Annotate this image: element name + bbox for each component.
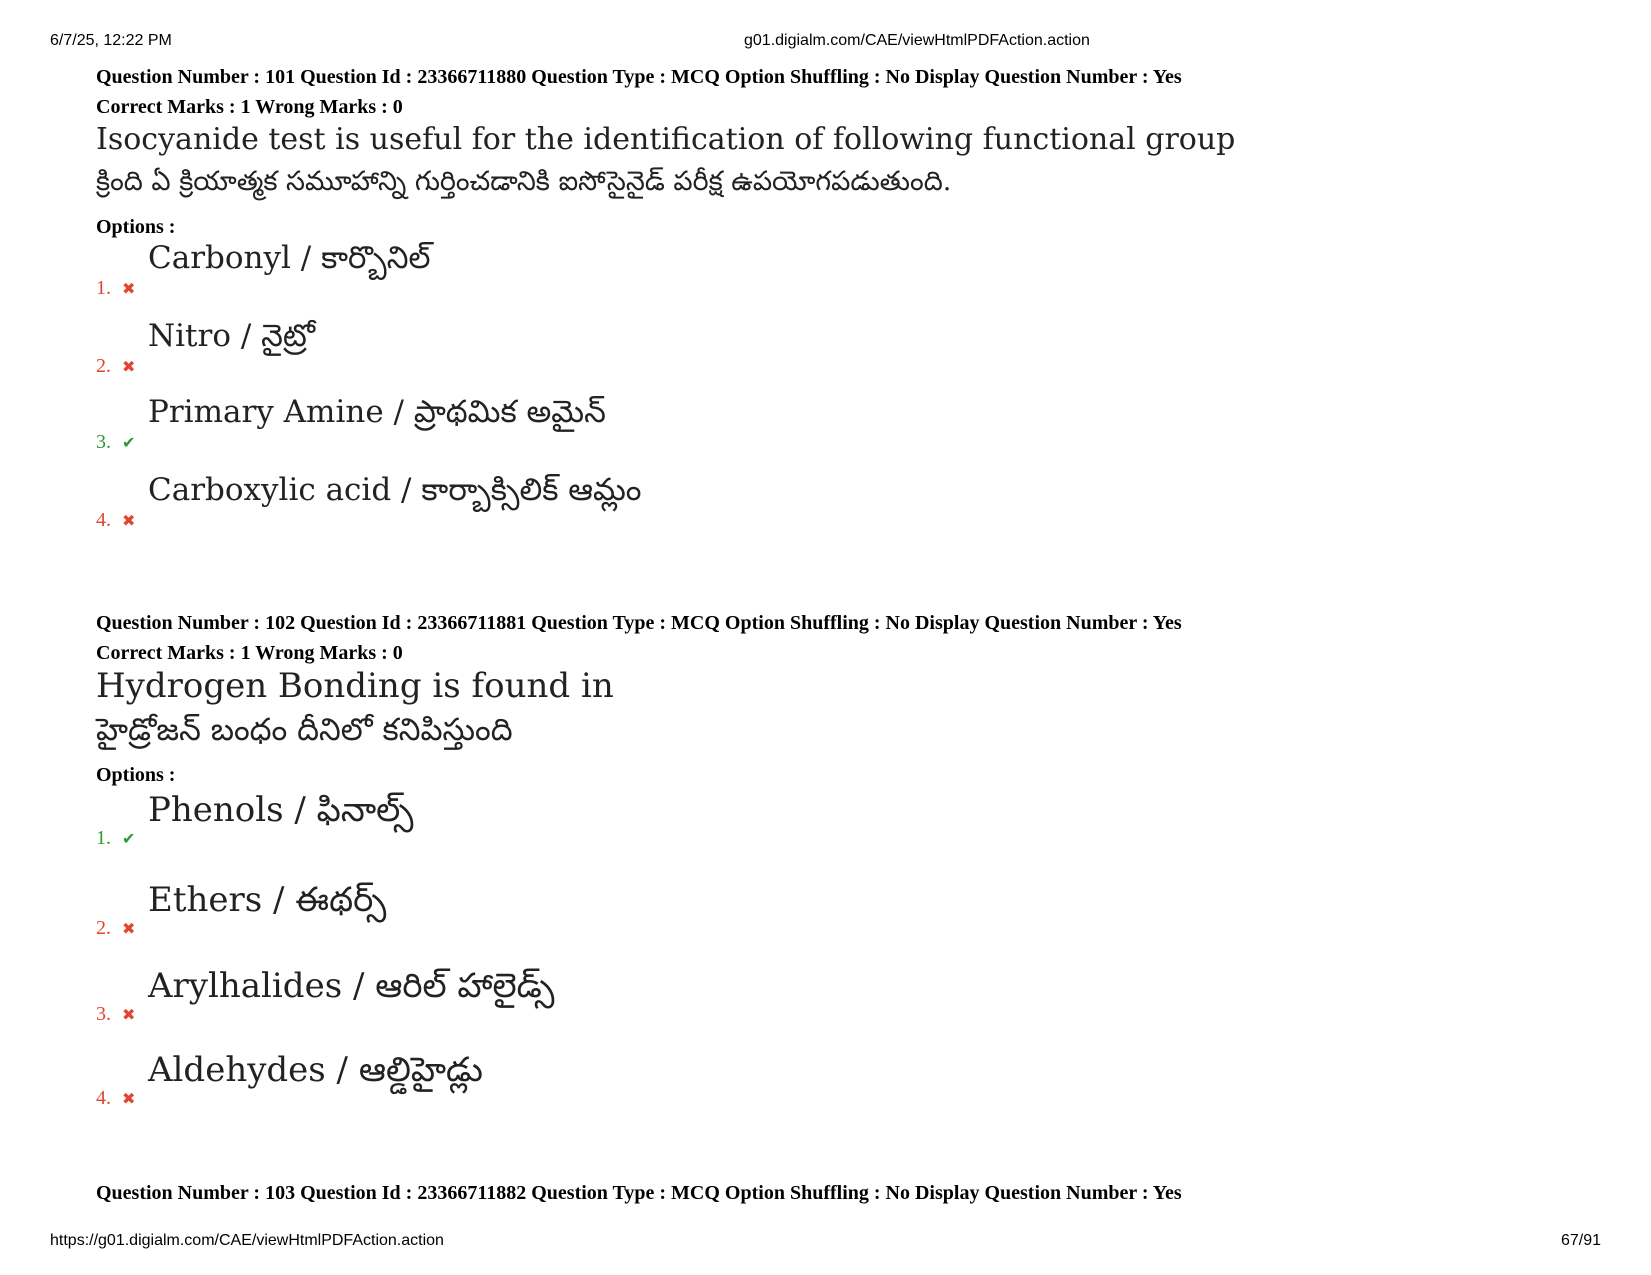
option-1 — [96, 790, 896, 850]
option-text: Ethers / ఈథర్స్ — [148, 880, 387, 920]
cross-icon: ✖ — [122, 279, 136, 298]
print-url: g01.digialm.com/CAE/viewHtmlPDFAction.action — [744, 32, 1090, 49]
option-2 — [96, 880, 896, 940]
option-text: Nitro / నైట్రో — [148, 318, 316, 354]
cross-icon: ✖ — [122, 919, 136, 938]
option-4 — [96, 1050, 896, 1110]
option-3 — [96, 394, 896, 454]
footer-url: https://g01.digialm.com/CAE/viewHtmlPDFAction.action — [50, 1232, 444, 1249]
option-1 — [96, 240, 896, 300]
option-number: 4. — [96, 509, 111, 531]
check-icon: ✔ — [122, 829, 136, 848]
option-4 — [96, 472, 896, 532]
option-text: Phenols / ఫినాల్స్ — [148, 790, 414, 830]
question-text-english: Hydrogen Bonding is found in — [96, 666, 614, 706]
question-text-telugu: హైడ్రోజన్ బంధం దీనిలో కనిపిస్తుంది — [96, 712, 513, 748]
print-datetime: 6/7/25, 12:22 PM — [50, 32, 172, 49]
option-number: 1. — [96, 827, 111, 849]
cross-icon: ✖ — [122, 511, 136, 530]
option-text: Arylhalides / ఆరిల్ హాలైడ్స్ — [148, 966, 555, 1006]
option-text: Primary Amine / ప్రాథమిక అమైన్ — [148, 394, 606, 430]
option-number: 2. — [96, 917, 111, 939]
question-meta: Question Number : 101 Question Id : 23366711880 Question Type : MCQ Option Shuffling : No Display Question Number : Yes — [96, 66, 1182, 88]
option-number: 4. — [96, 1087, 111, 1109]
cross-icon: ✖ — [122, 1005, 136, 1024]
check-icon: ✔ — [122, 433, 136, 452]
option-number: 3. — [96, 1003, 111, 1025]
page-number: 67/91 — [1560, 1232, 1601, 1249]
question-text-telugu: క్రింది ఏ క్రియాత్మక సమూహాన్ని గుర్తించడానికి ఐసోసైనైడ్ పరీక్ష ఉపయోగపడుతుంది. — [96, 166, 952, 197]
options-label: Options : — [96, 216, 176, 238]
option-text: Aldehydes / ఆల్డిహైడ్లు — [148, 1050, 483, 1090]
question-marks: Correct Marks : 1 Wrong Marks : 0 — [96, 96, 403, 118]
option-number: 2. — [96, 355, 111, 377]
question-meta: Question Number : 103 Question Id : 23366711882 Question Type : MCQ Option Shuffling : No Display Question Number : Yes — [96, 1182, 1182, 1204]
options-label: Options : — [96, 764, 176, 786]
option-number: 1. — [96, 277, 111, 299]
cross-icon: ✖ — [122, 357, 136, 376]
question-text-english: Isocyanide test is useful for the identification of following functional group — [96, 122, 1236, 157]
question-meta: Question Number : 102 Question Id : 23366711881 Question Type : MCQ Option Shuffling : No Display Question Number : Yes — [96, 612, 1182, 634]
question-marks: Correct Marks : 1 Wrong Marks : 0 — [96, 642, 403, 664]
option-number: 3. — [96, 431, 111, 453]
option-3 — [96, 966, 896, 1026]
option-2 — [96, 318, 896, 378]
option-text: Carbonyl / కార్బొనిల్ — [148, 240, 431, 276]
cross-icon: ✖ — [122, 1089, 136, 1108]
option-text: Carboxylic acid / కార్బాక్సిలిక్ ఆమ్లం — [148, 472, 642, 508]
